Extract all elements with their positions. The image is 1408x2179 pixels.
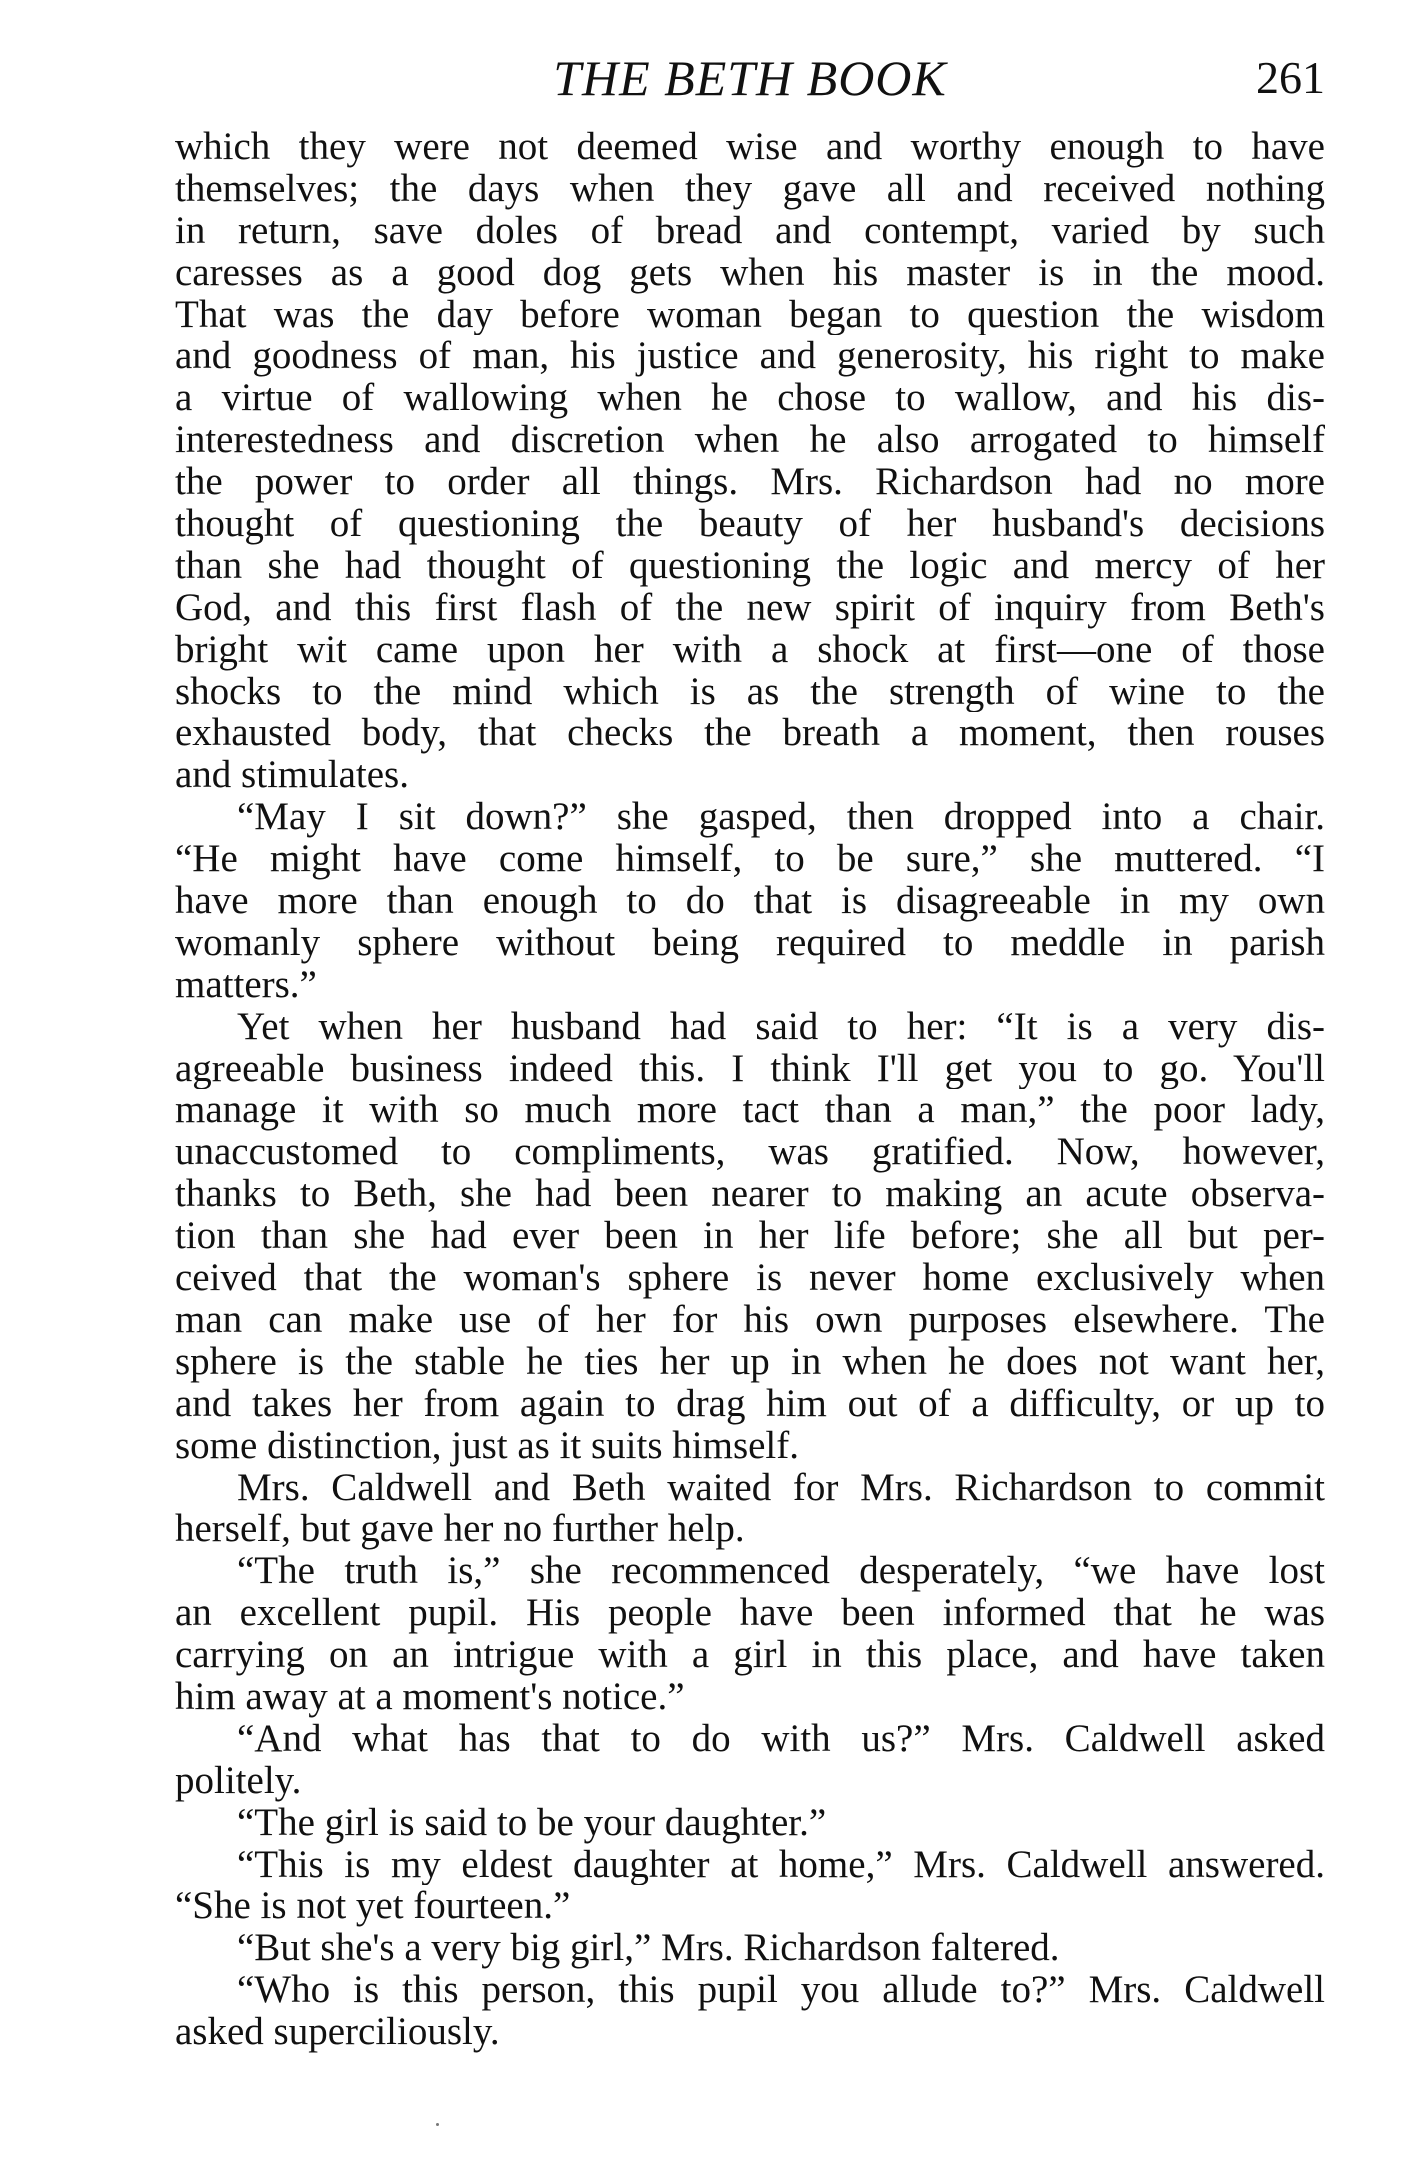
text-line: an excellent pupil. His people have been informed that he was (175, 1592, 1325, 1635)
text-line: than she had thought of questioning the logic and mercy of her (175, 544, 1325, 587)
text-line: “This is my eldest daughter at home,” Mrs. Caldwell answered. (237, 1843, 1325, 1886)
text-line: herself, but gave her no further help. (175, 1508, 745, 1551)
running-title: THE BETH BOOK (553, 50, 947, 106)
text-line: some distinction, just as it suits himself. (175, 1424, 799, 1467)
text-line: asked superciliously. (175, 2011, 500, 2053)
text-line: “May I sit down?” she gasped, then dropped into a chair. (237, 796, 1325, 839)
running-head (175, 48, 1325, 108)
text-line: “She is not yet fourteen.” (175, 1885, 571, 1928)
text-line: Mrs. Caldwell and Beth waited for Mrs. Richardson to commit (237, 1466, 1325, 1509)
text-line: in return, save doles of bread and contempt, varied by such (175, 209, 1325, 252)
text-line: matters.” (175, 963, 317, 1006)
text-line: sphere is the stable he ties her up in when he does not want her, (175, 1340, 1325, 1383)
text-line: “And what has that to do with us?” Mrs. Caldwell asked (237, 1717, 1325, 1760)
text-line: and stimulates. (175, 754, 409, 797)
text-line: man can make use of her for his own purposes elsewhere. The (175, 1298, 1325, 1341)
text-line: thought of questioning the beauty of her husband's decisions (175, 503, 1325, 545)
text-line: themselves; the days when they gave all and received nothing (175, 167, 1325, 210)
text-line: Yet when her husband had said to her: “It is a very dis- (237, 1005, 1325, 1048)
text-line: womanly sphere without being required to meddle in parish (175, 921, 1325, 964)
text-line: interestedness and discretion when he also arrogated to himself (175, 419, 1325, 462)
text-line: “But she's a very big girl,” Mrs. Richardson faltered. (237, 1927, 1060, 1970)
text-line: “The girl is said to be your daughter.” (237, 1801, 827, 1844)
text-line: That was the day before woman began to question the wisdom (175, 293, 1325, 336)
text-line: him away at a moment's notice.” (175, 1675, 685, 1718)
text-line: “Who is this person, this pupil you allude to?” Mrs. Caldwell (237, 1969, 1325, 2012)
text-line: “The truth is,” she recommenced desperately, “we have lost (237, 1550, 1325, 1593)
text-line: the power to order all things. Mrs. Richardson had no more (175, 461, 1325, 504)
text-line: have more than enough to do that is disagreeable in my own (175, 880, 1325, 922)
text-line: God, and this first flash of the new spirit of inquiry from Beth's (175, 586, 1325, 629)
text-line: agreeable business indeed this. I think I'll get you to go. You'll (175, 1047, 1325, 1090)
text-line: ceived that the woman's sphere is never home exclusively when (175, 1257, 1325, 1299)
text-line: bright wit came upon her with a shock at first—one of those (175, 628, 1325, 671)
text-line: carrying on an intrigue with a girl in this place, and have taken (175, 1634, 1325, 1676)
text-line: a virtue of wallowing when he chose to wallow, and his dis- (175, 377, 1325, 420)
text-line: thanks to Beth, she had been nearer to making an acute observa- (175, 1173, 1325, 1216)
text-line: and goodness of man, his justice and generosity, his right to make (175, 335, 1325, 378)
text-line: caresses as a good dog gets when his master is in the mood. (175, 251, 1325, 294)
text-line: politely. (175, 1759, 302, 1802)
text-line: manage it with so much more tact than a man,” the poor lady, (175, 1089, 1325, 1132)
text-line: shocks to the mind which is as the strength of wine to the (175, 670, 1325, 713)
text-line: tion than she had ever been in her life before; she all but per- (175, 1215, 1325, 1258)
ink-speck (436, 2123, 439, 2126)
text-line: unaccustomed to compliments, was gratified. Now, however, (175, 1131, 1325, 1174)
body-text (175, 126, 1325, 2053)
text-line: which they were not deemed wise and worthy enough to have (175, 126, 1325, 168)
text-line: and takes her from again to drag him out of a difficulty, or up to (175, 1382, 1325, 1425)
text-line: “He might have come himself, to be sure,” she muttered. “I (175, 838, 1325, 881)
page-number: 261 (1256, 52, 1325, 103)
text-line: exhausted body, that checks the breath a moment, then rouses (175, 712, 1325, 755)
